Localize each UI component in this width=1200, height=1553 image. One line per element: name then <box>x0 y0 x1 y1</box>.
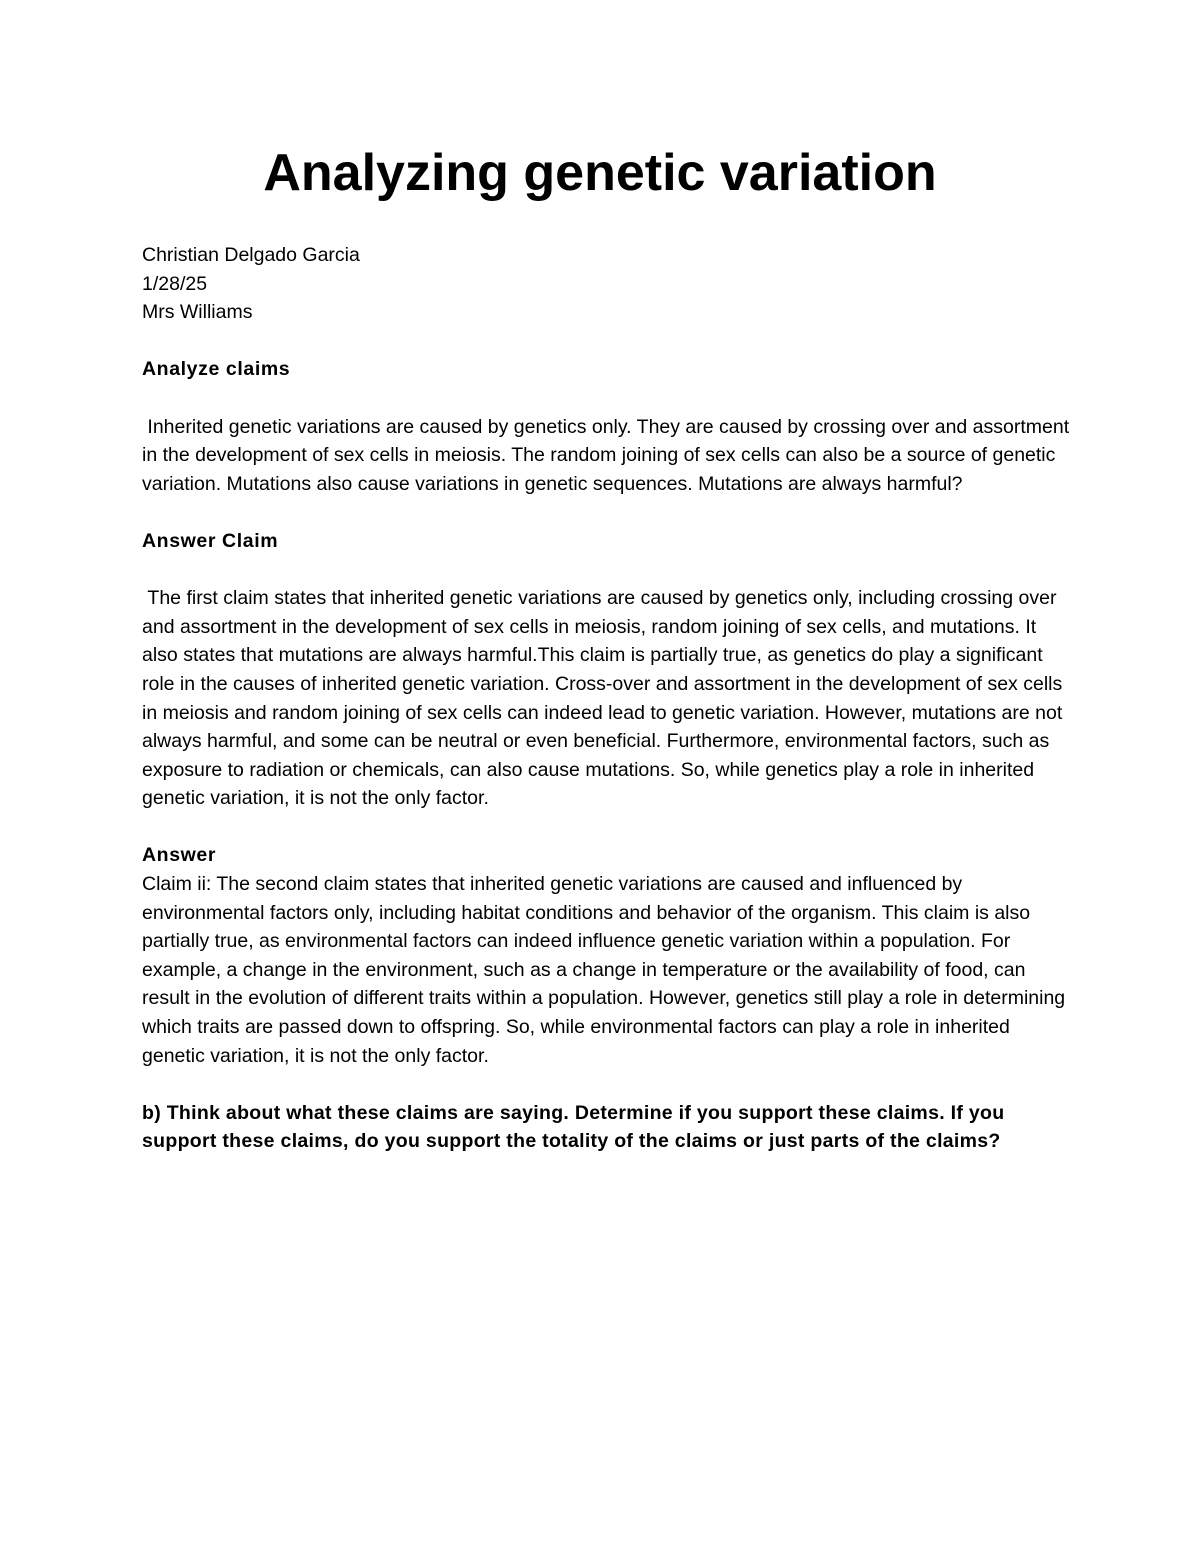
author-name: Christian Delgado Garcia <box>142 244 360 266</box>
answer-body: Claim ii: The second claim states that inherited genetic variations are caused and influenced by environmental factors only, including habitat conditions and behavior of the organism. This claim is also partially true, as environmental factors can indeed influence genetic variation within a population. For example, a change in the environment, such as a change in temperature or the availability of food, can result in the evolution of different traits within a population. However, genetics still play a role in determining which traits are passed down to offspring. So, while environmental factors can play a role in inherited genetic variation, it is not the only factor. <box>142 873 1066 1067</box>
question-b: b) Think about what these claims are saying. Determine if you support these claims. If you support these claims, do you support the totality of the claims or just parts of the claims? <box>142 1101 1005 1153</box>
spacer <box>142 384 1072 413</box>
spacer <box>142 556 1072 585</box>
spacer <box>142 498 1072 527</box>
analyze-claims-body: Inherited genetic variations are caused by genetics only. They are caused by crossing over and assortment in the development of sex cells in meiosis. The random joining of sex cells can also be a source of genetic variation. Mutations also cause variations in genetic sequences. Mutations are always harmful? <box>142 415 1075 495</box>
spacer <box>142 1070 1072 1099</box>
teacher-name: Mrs Williams <box>142 301 253 324</box>
spacer <box>142 813 1072 842</box>
document-content <box>142 241 1075 1156</box>
document-date: 1/28/25 <box>142 272 208 295</box>
analyze-claims-heading: Analyze claims <box>142 358 291 381</box>
answer-heading: Answer <box>142 844 217 867</box>
document-title: Analyzing genetic variation <box>263 144 937 202</box>
spacer <box>142 327 1072 356</box>
answer-claim-body: The first claim states that inherited genetic variations are caused by genetics only, including crossing over and assortment in the development of sex cells in meiosis, random joining of sex cells, and mutations. It also states that mutations are always harmful.This claim is partially true, as genetics do play a significant role in the causes of inherited genetic variation. Cross-over and assortment in the development of sex cells in meiosis and random joining of sex cells can indeed lead to genetic variation. However, mutations are not always harmful, and some can be neutral or even beneficial. Furthermore, environmental factors, such as exposure to radiation or chemicals, can also cause mutations. So, while genetics play a role in inherited genetic variation, it is not the only factor. <box>142 587 1068 810</box>
answer-claim-heading: Answer Claim <box>142 529 279 552</box>
